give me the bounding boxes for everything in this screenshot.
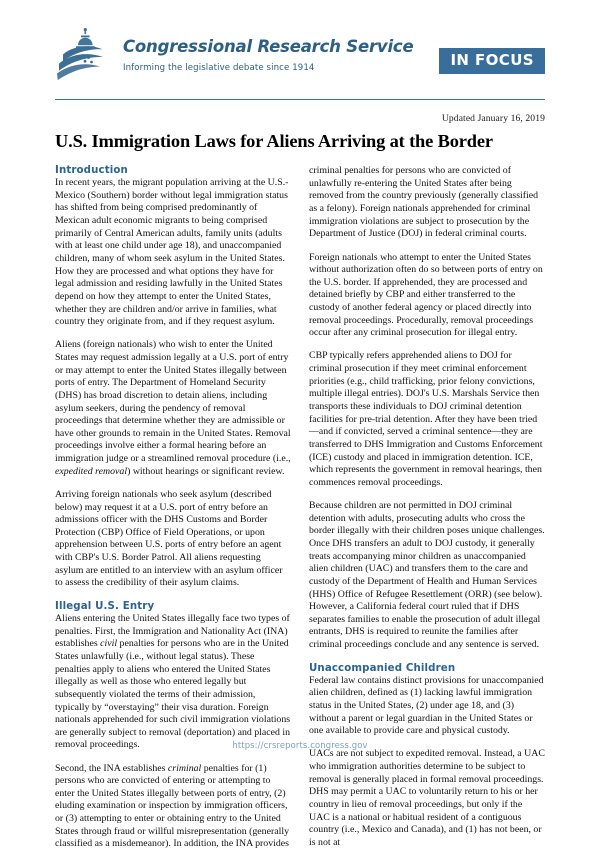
in-focus-badge: IN FOCUS: [439, 48, 545, 74]
updated-date: Updated January 16, 2019: [441, 113, 545, 124]
footer-url[interactable]: https://crsreports.congress.gov: [232, 740, 368, 750]
body-columns: [55, 165, 545, 861]
brand-tagline: Informing the legislative debate since 1914: [123, 63, 315, 73]
brand-name: Congressional Research Service: [123, 37, 414, 56]
body-paragraph: Aliens (foreign nationals) who wish to enter the United States may request admission legally at a U.S. port of entry or may attempt to enter the United States illegally between ports of entry. The Department of Homeland Security (DHS) has broad discretion to detain aliens, including asylum seekers, during the pendency of removal proceedings that determine whether they are admissible or have other grounds to remain in the United States. Removal proceedings involve either a formal hearing before an immigration judge or a streamlined removal procedure (i.e., expedited removal) without hearings or significant review.: [55, 339, 291, 477]
body-paragraph: Second, the INA establishes criminal penalties for (1) persons who are convicted of entering or attempting to enter the United States illegally between ports of entry, (2) eluding examination or inspection by immigration officers, or (3) attempting to enter or obtaining entry to the United States through fraud or willful misrepresentation (generally classified as a misdemeanor). In addition, the INA provides: [55, 762, 290, 850]
right-column: [309, 165, 545, 860]
body-paragraph: CBP typically refers apprehended aliens to DOJ for criminal prosecution if they meet criminal enforcement priorities (e.g., child trafficking, prior felony convictions, multiple illegal entries). DOJ's U.S. Marshals Service then transports these individuals to DOJ criminal detention facilities for pre-trial detention. After they have been tried—and if convicted, served a criminal sentence—they are transferred to DHS Immigration and Customs Enforcement (ICE) custody and placed in immigration detention. ICE, which represents the government in removal hearings, then commences removal proceedings.: [309, 350, 543, 488]
section-heading: Illegal U.S. Entry: [55, 601, 155, 613]
section-heading: Introduction: [55, 165, 128, 177]
body-paragraph: Aliens entering the United States illegally face two types of penalties. First, the Immigration and Nationality Act (INA) establishes civil penalties for persons who are in the United States unlawfully (i.e., without legal status). These penalties apply to aliens who entered the United States illegally as well as those who entered legally but subsequently violated the terms of their admission, typically by “overstaying” their visa duration. Foreign nationals apprehended for such civil immigration violations are generally subject to removal (deportation) and placed in removal proceedings.: [55, 613, 291, 751]
body-paragraph: UACs are not subject to expedited removal. Instead, a UAC who immigration authorities determine to be subject to removal is generally placed in formal removal proceedings. DHS may permit a UAC to voluntarily return to his or her country in lieu of removal proceedings, but only if the UAC is a national or habitual resident of a contiguous country (i.e., Mexico and Canada), and (1) has not been, or is not at: [309, 748, 545, 848]
masthead: [55, 0, 545, 88]
section-heading: Unaccompanied Children: [309, 662, 456, 674]
body-paragraph: Arriving foreign nationals who seek asylum (described below) may request it at a U.S. port of entry before an admissions officer with the DHS Customs and Border Protection (CBP) Office of Field Operations, or upon apprehension between U.S. ports of entry before an agent with CBP's U.S. Border Patrol. All aliens requesting asylum are entitled to an interview with an asylum officer to assess the credibility of their asylum claims.: [55, 488, 283, 589]
body-paragraph: criminal penalties for persons who are convicted of unlawfully re-entering the United States after being removed from the country previously (generally classified as a felony). Foreign nationals apprehended for criminal immigration violations are subject to prosecution by the Department of Justice (DOJ) in federal criminal courts.: [309, 165, 539, 240]
body-paragraph: Federal law contains distinct provisions for unaccompanied alien children, defined as (1) lacking lawful immigration status in the United States, (2) under age 18, and (3) without a parent or legal guardian in the United States or one available to provide care and physical custody.: [309, 674, 544, 737]
masthead-divider: [55, 99, 545, 100]
body-paragraph: In recent years, the migrant population arriving at the U.S.-Mexico (Southern) border without legal immigration status has shifted from being comprised predominantly of Mexican adult economic migrants to being comprised primarily of Central American adults, family units (adults with at least one child under age 18), and unaccompanied children, many of whom seek asylum in the United States. How they are processed and what options they have for legal admission and residing lawfully in the United States depend on how they attempt to enter the United States, whether they are children and/or arrive in families, what country they originate from, and if they request asylum.: [55, 177, 289, 328]
page-title: U.S. Immigration Laws for Aliens Arriving at the Border: [55, 131, 493, 151]
body-paragraph: Because children are not permitted in DOJ criminal detention with adults, prosecuting adults who cross the border illegally with their children poses unique challenges. Once DHS transfers an adult to DOJ custody, it generally treats accompanying minor children as unaccompanied alien children (UAC) and transfers them to the care and custody of the Department of Health and Human Services (HHS) Office of Refugee Resettlement (ORR) (see below). However, a California federal court ruled that if DHS separates families to enable the prosecution of adult illegal entrants, DHS is required to reunite the families after criminal proceedings conclude and any sentence is served.: [309, 500, 545, 651]
body-paragraph: Foreign nationals who attempt to enter the United States without authorization often do so between ports of entry on the U.S. border. If apprehended, they are processed and detained briefly by CBP and either transferred to the custody of another federal agency or placed directly into removal proceedings. Procedurally, removal proceedings occur after any criminal prosecution for illegal entry.: [309, 251, 543, 339]
left-column: [55, 165, 291, 861]
capitol-dome-icon: [55, 28, 117, 80]
